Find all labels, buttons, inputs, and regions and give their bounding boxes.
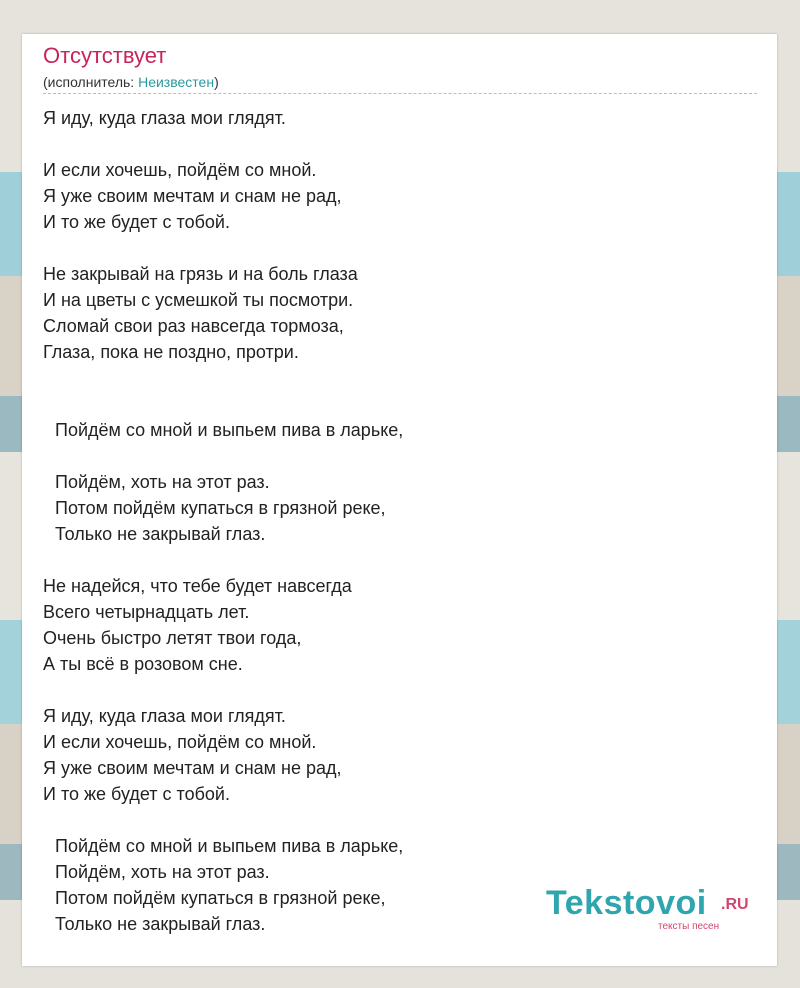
lyric-blank-line <box>43 807 767 833</box>
song-title: Отсутствует <box>43 43 167 68</box>
lyric-line: И то же будет с тобой. <box>43 784 230 804</box>
lyric-line: Я уже своим мечтам и снам не рад, <box>43 186 342 206</box>
lyric-line: Сломай свои раз навсегда тормоза, <box>43 316 344 336</box>
logo-tld: .RU <box>721 896 749 913</box>
lyric-blank-line <box>43 547 767 573</box>
lyric-line: И на цветы с усмешкой ты посмотри. <box>43 290 354 310</box>
logo-name: Tekstovoi <box>546 884 707 922</box>
lyric-line: Я уже своим мечтам и снам не рад, <box>43 758 342 778</box>
site-logo[interactable] <box>546 884 751 934</box>
lyrics-body <box>43 105 767 937</box>
lyric-line: Я иду, куда глаза мои глядят. <box>43 108 286 128</box>
artist-prefix: (исполнитель: <box>43 74 139 90</box>
artist-link[interactable]: Неизвестен <box>138 74 215 90</box>
lyric-blank-line <box>43 235 767 261</box>
lyric-line: Потом пойдём купаться в грязной реке, <box>55 498 386 518</box>
lyric-line: Только не закрывай глаз. <box>55 914 266 934</box>
lyric-line: И если хочешь, пойдём со мной. <box>43 732 317 752</box>
lyric-blank-line <box>43 365 767 391</box>
lyric-line: Глаза, пока не поздно, протри. <box>43 342 299 362</box>
lyric-line: Пойдём, хоть на этот раз. <box>55 862 270 882</box>
artist-suffix: ) <box>214 74 219 90</box>
lyric-line: И если хочешь, пойдём со мной. <box>43 160 317 180</box>
lyric-line: Пойдём, хоть на этот раз. <box>55 472 270 492</box>
lyric-line: Всего четырнадцать лет. <box>43 602 250 622</box>
artist-line <box>43 74 219 90</box>
lyric-line: Пойдём со мной и выпьем пива в ларьке, <box>55 836 404 856</box>
lyric-line: Не надейся, что тебе будет навсегда <box>43 576 352 596</box>
logo-tagline: тексты песен <box>658 921 720 932</box>
lyric-blank-line <box>43 443 767 469</box>
lyric-line: А ты всё в розовом сне. <box>43 654 243 674</box>
title-divider <box>43 93 757 94</box>
lyrics-sheet <box>22 34 777 966</box>
lyric-line: Потом пойдём купаться в грязной реке, <box>55 888 386 908</box>
lyric-blank-line <box>43 131 767 157</box>
lyric-line: И то же будет с тобой. <box>43 212 230 232</box>
lyric-line: Не закрывай на грязь и на боль глаза <box>43 264 358 284</box>
lyric-blank-line <box>43 677 767 703</box>
lyric-blank-line <box>43 391 767 417</box>
lyric-line: Только не закрывай глаз. <box>55 524 266 544</box>
lyric-line: Пойдём со мной и выпьем пива в ларьке, <box>55 420 404 440</box>
lyric-line: Очень быстро летят твои года, <box>43 628 302 648</box>
lyric-line: Я иду, куда глаза мои глядят. <box>43 706 286 726</box>
